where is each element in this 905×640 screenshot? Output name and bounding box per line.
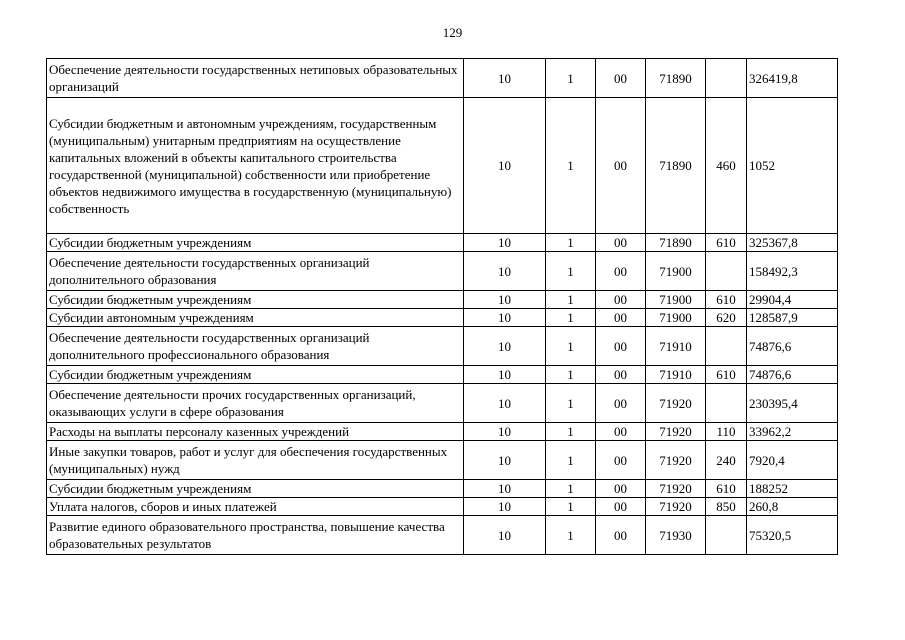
table-row [47, 384, 838, 423]
row-expense-type: 240 [706, 441, 747, 480]
row-program: 00 [596, 327, 646, 366]
row-name: Обеспечение деятельности государственных организаций дополнительного образования [47, 252, 464, 291]
row-expense-type: 610 [706, 480, 747, 498]
row-amount: 260,8 [747, 498, 838, 516]
row-subsection: 1 [546, 384, 596, 423]
row-article: 71900 [646, 252, 706, 291]
row-expense-type: 460 [706, 98, 747, 234]
row-subsection: 1 [546, 252, 596, 291]
row-article: 71930 [646, 516, 706, 555]
row-amount: 325367,8 [747, 234, 838, 252]
row-name: Субсидии бюджетным учреждениям [47, 234, 464, 252]
row-program: 00 [596, 98, 646, 234]
row-name: Иные закупки товаров, работ и услуг для обеспечения государственных (муниципальных) нужд [47, 441, 464, 480]
row-amount: 1052 [747, 98, 838, 234]
row-expense-type: 850 [706, 498, 747, 516]
row-subsection: 1 [546, 327, 596, 366]
row-article: 71900 [646, 309, 706, 327]
row-program: 00 [596, 234, 646, 252]
row-name: Развитие единого образовательного пространства, повышение качества образовательных результатов [47, 516, 464, 555]
row-amount: 74876,6 [747, 327, 838, 366]
row-subsection: 1 [546, 480, 596, 498]
row-amount: 33962,2 [747, 423, 838, 441]
row-article: 71920 [646, 384, 706, 423]
row-program: 00 [596, 480, 646, 498]
budget-table [46, 58, 838, 555]
row-expense-type [706, 59, 747, 98]
row-amount: 230395,4 [747, 384, 838, 423]
table-row [47, 498, 838, 516]
row-name: Обеспечение деятельности государственных организаций дополнительного профессионального образования [47, 327, 464, 366]
row-article: 71890 [646, 234, 706, 252]
row-expense-type [706, 384, 747, 423]
row-article: 71920 [646, 441, 706, 480]
row-expense-type: 610 [706, 366, 747, 384]
row-section: 10 [464, 291, 546, 309]
table-row [47, 423, 838, 441]
row-program: 00 [596, 366, 646, 384]
row-name: Субсидии бюджетным учреждениям [47, 366, 464, 384]
row-amount: 29904,4 [747, 291, 838, 309]
table-row [47, 480, 838, 498]
row-section: 10 [464, 309, 546, 327]
row-amount: 75320,5 [747, 516, 838, 555]
row-amount: 326419,8 [747, 59, 838, 98]
table-row [47, 59, 838, 98]
row-section: 10 [464, 327, 546, 366]
row-subsection: 1 [546, 516, 596, 555]
row-program: 00 [596, 516, 646, 555]
table-row [47, 234, 838, 252]
row-amount: 188252 [747, 480, 838, 498]
row-name: Субсидии бюджетным учреждениям [47, 291, 464, 309]
row-subsection: 1 [546, 366, 596, 384]
table-row [47, 291, 838, 309]
row-name: Субсидии бюджетным и автономным учреждениям, государственным (муниципальным) унитарным предприятиям на осуществление капитальных вложений в объекты капитального строительства государственной (муниципальной) собственности или приобретение объектов недвижимого имущества в государственную (муниципальную) собственность [47, 98, 464, 234]
table-row [47, 441, 838, 480]
row-expense-type: 110 [706, 423, 747, 441]
row-expense-type: 620 [706, 309, 747, 327]
row-article: 71910 [646, 366, 706, 384]
row-subsection: 1 [546, 498, 596, 516]
row-expense-type [706, 327, 747, 366]
table-row [47, 516, 838, 555]
row-subsection: 1 [546, 309, 596, 327]
row-amount: 7920,4 [747, 441, 838, 480]
row-name: Субсидии автономным учреждениям [47, 309, 464, 327]
row-article: 71900 [646, 291, 706, 309]
row-name: Уплата налогов, сборов и иных платежей [47, 498, 464, 516]
row-program: 00 [596, 59, 646, 98]
row-program: 00 [596, 252, 646, 291]
row-name: Субсидии бюджетным учреждениям [47, 480, 464, 498]
row-name: Расходы на выплаты персоналу казенных учреждений [47, 423, 464, 441]
row-article: 71920 [646, 423, 706, 441]
table-row [47, 252, 838, 291]
row-program: 00 [596, 423, 646, 441]
row-section: 10 [464, 480, 546, 498]
row-subsection: 1 [546, 291, 596, 309]
row-section: 10 [464, 234, 546, 252]
row-expense-type: 610 [706, 234, 747, 252]
row-program: 00 [596, 441, 646, 480]
row-program: 00 [596, 384, 646, 423]
row-section: 10 [464, 98, 546, 234]
row-program: 00 [596, 309, 646, 327]
table-row [47, 98, 838, 234]
row-subsection: 1 [546, 59, 596, 98]
row-subsection: 1 [546, 441, 596, 480]
row-section: 10 [464, 366, 546, 384]
row-section: 10 [464, 498, 546, 516]
row-article: 71910 [646, 327, 706, 366]
row-amount: 158492,3 [747, 252, 838, 291]
row-article: 71920 [646, 480, 706, 498]
row-amount: 128587,9 [747, 309, 838, 327]
row-subsection: 1 [546, 423, 596, 441]
row-name: Обеспечение деятельности государственных нетиповых образовательных организаций [47, 59, 464, 98]
row-subsection: 1 [546, 234, 596, 252]
row-section: 10 [464, 252, 546, 291]
row-subsection: 1 [546, 98, 596, 234]
row-section: 10 [464, 384, 546, 423]
row-section: 10 [464, 516, 546, 555]
row-article: 71890 [646, 98, 706, 234]
row-program: 00 [596, 498, 646, 516]
row-amount: 74876,6 [747, 366, 838, 384]
table-row [47, 366, 838, 384]
row-section: 10 [464, 59, 546, 98]
table-row [47, 327, 838, 366]
row-article: 71920 [646, 498, 706, 516]
row-program: 00 [596, 291, 646, 309]
table-row [47, 309, 838, 327]
row-name: Обеспечение деятельности прочих государственных организаций, оказывающих услуги в сфере образования [47, 384, 464, 423]
row-article: 71890 [646, 59, 706, 98]
row-section: 10 [464, 441, 546, 480]
row-expense-type [706, 516, 747, 555]
row-expense-type [706, 252, 747, 291]
row-section: 10 [464, 423, 546, 441]
page-number: 129 [442, 25, 463, 40]
row-expense-type: 610 [706, 291, 747, 309]
